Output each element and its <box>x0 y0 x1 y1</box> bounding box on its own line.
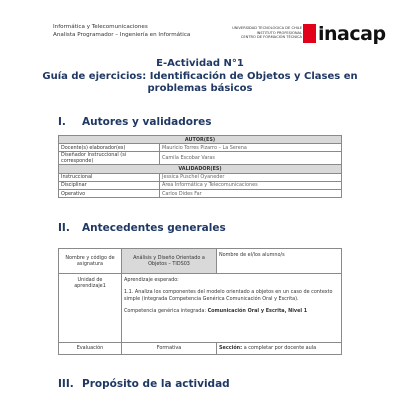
section-heading-2: II. Antecedentes generales <box>58 222 226 234</box>
institution-line-2: INSTITUTO PROFESIONAL <box>256 30 302 35</box>
authors-table <box>58 135 342 198</box>
document-title <box>40 58 360 96</box>
section-heading-1: I. Autores y validadores <box>58 116 212 128</box>
evaluation-value: Formativa <box>122 343 217 355</box>
title-line-2: Guía de ejercicios: Identificación de Objetos y Clases en <box>42 70 358 82</box>
section-field: Sección: a completar por docente aula <box>217 343 342 355</box>
course-name-label: Nombre y código de asignatura <box>59 249 122 274</box>
institution-line-3: CENTRO DE FORMACIÓN TÉCNICA <box>240 35 302 40</box>
students-label: Nombre de el/los alumno/s <box>217 249 342 274</box>
general-info-table <box>58 248 342 355</box>
table-row <box>59 343 342 355</box>
inacap-logo <box>303 23 386 45</box>
header-left <box>53 23 190 39</box>
title-line-1: E-Actividad N°1 <box>156 58 244 69</box>
authors-band: AUTOR(ES) <box>59 136 342 144</box>
section-heading-3: III. Propósito de la actividad <box>58 378 230 390</box>
logo-wordmark: inacap <box>318 23 386 45</box>
header-area: Informática y Telecomunicaciones <box>53 24 148 30</box>
unit-label: Unidad de aprendizaje1 <box>59 274 122 343</box>
validators-band: VALIDADOR(ES) <box>59 165 342 173</box>
evaluation-label: Evaluación <box>59 343 122 355</box>
table-row <box>59 274 342 343</box>
table-row: Docente(s) elaborador(es) Mauricio Torres Pizarro – La Serena <box>59 144 342 152</box>
learning-outcome-cell: Aprendizaje esperado: 1.1. Analiza los componentes del modelo orientado a objetos en un caso de contexto simple (integrada Competencia Genérica Comunicación Oral y Escrita). Competencia genérica integrada: Comunicación Oral y Escrita, Nivel 1 <box>122 274 342 343</box>
institution-line-1: UNIVERSIDAD TECNOLÓGICA DE CHILE <box>232 26 302 30</box>
table-row: Disciplinar Área Informática y Telecomunicaciones <box>59 181 342 189</box>
table-row <box>59 249 342 274</box>
table-row: Operativo Carlos Dides Far <box>59 189 342 197</box>
logo-red-square-icon <box>303 24 316 43</box>
institution-lines <box>232 26 302 40</box>
header-program: Analista Programador – Ingeniería en Informática <box>53 32 191 38</box>
title-line-3: problemas básicos <box>147 83 253 94</box>
table-row: Instruccional Jessica Puschel Oyaneder <box>59 173 342 181</box>
table-row: Diseñador Instruccional (si corresponde) Camila Escobar Varas <box>59 152 342 165</box>
course-name-value: Análisis y Diseño Orientado a Objetos – TIDS03 <box>122 249 217 274</box>
